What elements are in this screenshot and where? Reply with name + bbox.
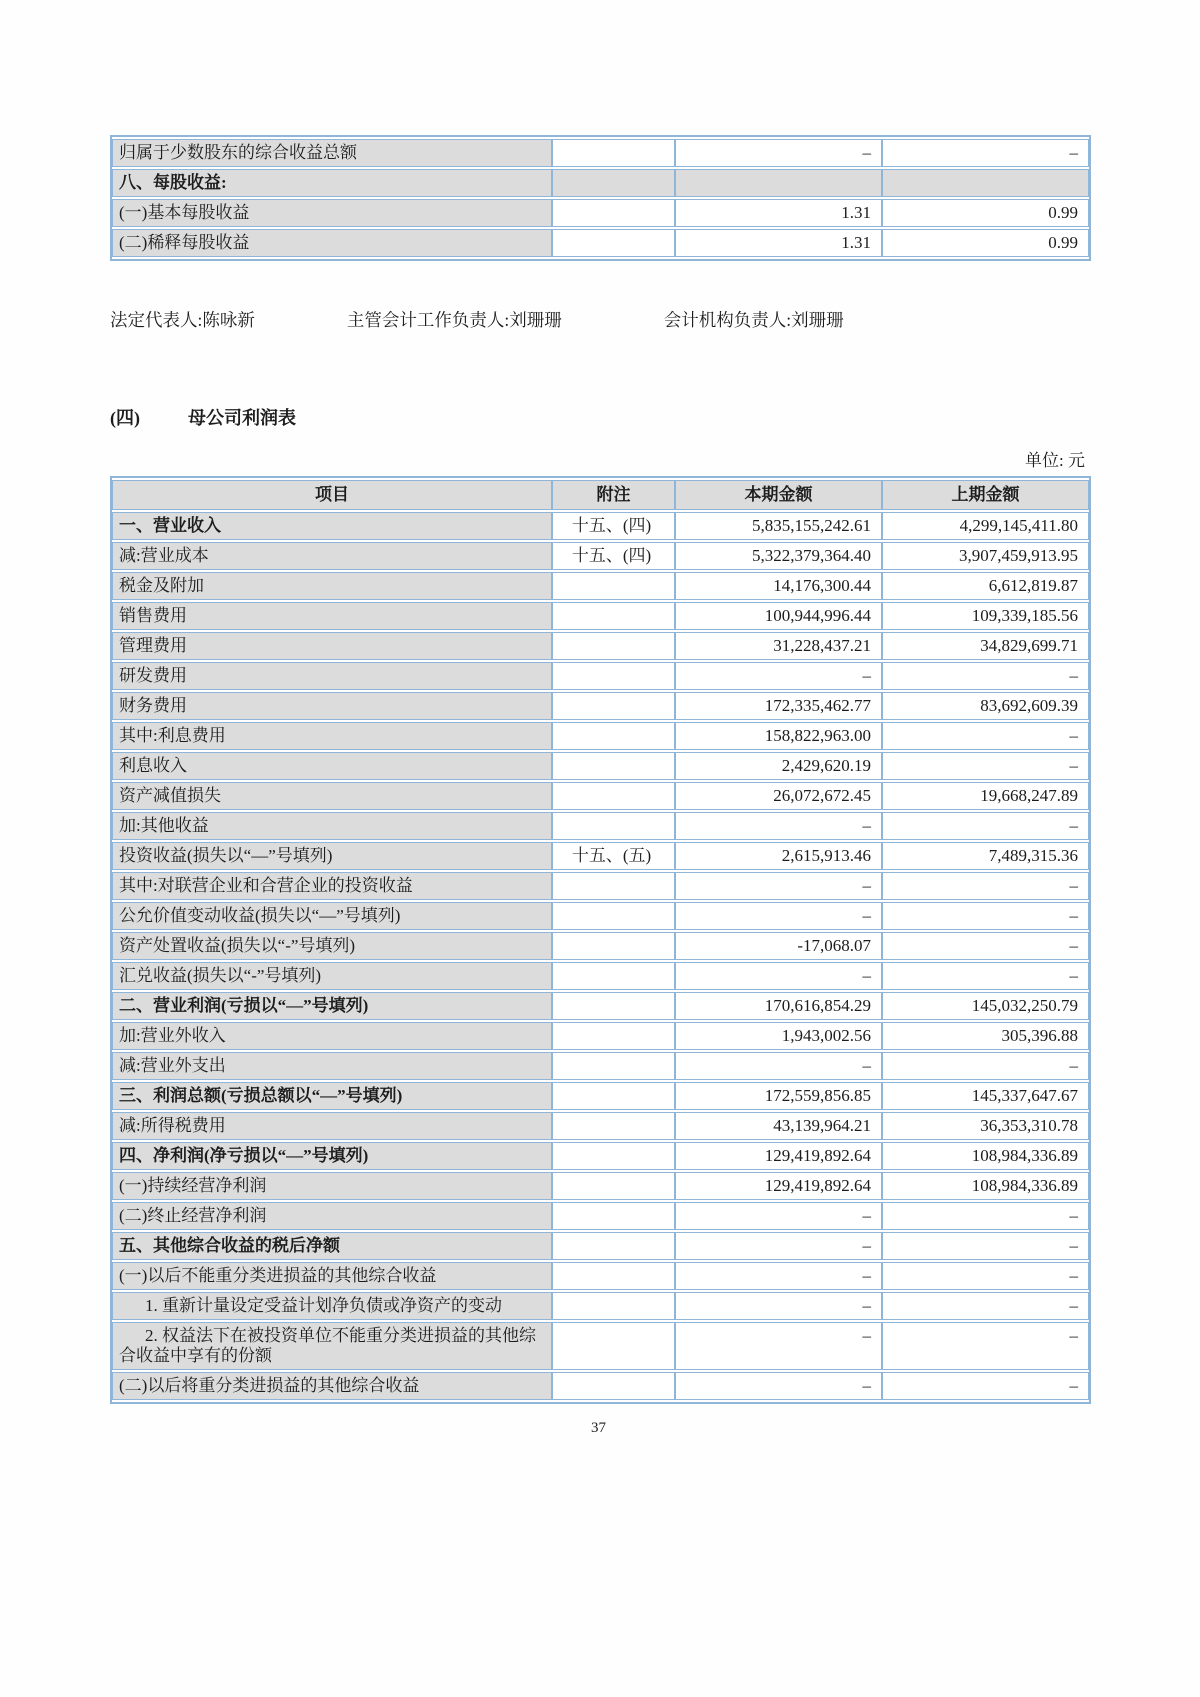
item-cell: 减:营业外支出	[112, 1052, 552, 1080]
previous-amount-cell: –	[882, 1292, 1089, 1320]
previous-amount-cell: 7,489,315.36	[882, 842, 1089, 870]
table-row	[112, 542, 1089, 570]
table-row	[112, 1292, 1089, 1320]
table-row	[112, 229, 1089, 257]
item-cell: 二、营业利润(亏损以“—”号填列)	[112, 992, 552, 1020]
table-row	[112, 169, 1089, 197]
current-amount-cell: 2,615,913.46	[675, 842, 882, 870]
item-cell: 1. 重新计量设定受益计划净负债或净资产的变动	[112, 1292, 552, 1320]
signature-line	[110, 307, 1087, 332]
note-cell	[552, 1112, 675, 1140]
note-cell	[552, 572, 675, 600]
item-cell: (二)以后将重分类进损益的其他综合收益	[112, 1372, 552, 1400]
table-row	[112, 512, 1089, 540]
header-current-amount: 本期金额	[675, 480, 882, 510]
item-cell: 财务费用	[112, 692, 552, 720]
note-cell	[552, 812, 675, 840]
current-amount-cell: –	[675, 1322, 882, 1370]
chief-accounting-officer-signature: 主管会计工作负责人:刘珊珊	[346, 310, 562, 330]
previous-amount-cell: 19,668,247.89	[882, 782, 1089, 810]
item-cell: (一)基本每股收益	[112, 199, 552, 227]
current-amount-cell: 5,322,379,364.40	[675, 542, 882, 570]
current-amount-cell: 26,072,672.45	[675, 782, 882, 810]
note-cell	[552, 602, 675, 630]
current-amount-cell: 1,943,002.56	[675, 1022, 882, 1050]
note-cell	[552, 1322, 675, 1370]
previous-amount-cell: –	[882, 1232, 1089, 1260]
note-cell: 十五、(四)	[552, 512, 675, 540]
previous-amount-cell: 305,396.88	[882, 1022, 1089, 1050]
previous-amount-cell: –	[882, 932, 1089, 960]
note-cell	[552, 932, 675, 960]
current-amount-cell: 129,419,892.64	[675, 1172, 882, 1200]
table-row	[112, 662, 1089, 690]
page-number: 37	[591, 1420, 606, 1436]
item-cell: 公允价值变动收益(损失以“—”号填列)	[112, 902, 552, 930]
item-cell: 销售费用	[112, 602, 552, 630]
item-cell: 投资收益(损失以“—”号填列)	[112, 842, 552, 870]
item-cell: (二)终止经营净利润	[112, 1202, 552, 1230]
current-amount-cell: –	[675, 962, 882, 990]
table-row	[112, 782, 1089, 810]
note-cell	[552, 169, 675, 197]
note-cell: 十五、(四)	[552, 542, 675, 570]
note-cell	[552, 992, 675, 1020]
table-row	[112, 1322, 1089, 1370]
note-cell	[552, 782, 675, 810]
previous-amount-cell: 108,984,336.89	[882, 1172, 1089, 1200]
previous-amount-cell: –	[882, 812, 1089, 840]
table-row	[112, 812, 1089, 840]
table-row	[112, 1172, 1089, 1200]
item-cell: 加:营业外收入	[112, 1022, 552, 1050]
note-cell	[552, 722, 675, 750]
table-row	[112, 752, 1089, 780]
table-row	[112, 632, 1089, 660]
previous-amount-cell	[882, 169, 1089, 197]
item-cell: (一)以后不能重分类进损益的其他综合收益	[112, 1262, 552, 1290]
previous-amount-cell: 0.99	[882, 199, 1089, 227]
item-cell: 2. 权益法下在被投资单位不能重分类进损益的其他综合收益中享有的份额	[112, 1322, 552, 1370]
table-row	[112, 1112, 1089, 1140]
previous-amount-cell: –	[882, 139, 1089, 167]
item-cell: 管理费用	[112, 632, 552, 660]
item-cell: 四、净利润(净亏损以“—”号填列)	[112, 1142, 552, 1170]
note-cell	[552, 139, 675, 167]
note-cell	[552, 1082, 675, 1110]
previous-amount-cell: 109,339,185.56	[882, 602, 1089, 630]
note-cell	[552, 1232, 675, 1260]
item-cell: 利息收入	[112, 752, 552, 780]
previous-amount-cell: 145,337,647.67	[882, 1082, 1089, 1110]
table-row	[112, 1202, 1089, 1230]
previous-amount-cell: 36,353,310.78	[882, 1112, 1089, 1140]
table-row	[112, 139, 1089, 167]
table-row	[112, 932, 1089, 960]
note-cell	[552, 1172, 675, 1200]
note-cell	[552, 752, 675, 780]
item-cell: 归属于少数股东的综合收益总额	[112, 139, 552, 167]
current-amount-cell: -17,068.07	[675, 932, 882, 960]
table-row	[112, 572, 1089, 600]
note-cell	[552, 1052, 675, 1080]
note-cell	[552, 962, 675, 990]
table-row	[112, 962, 1089, 990]
table-row	[112, 602, 1089, 630]
item-cell: (二)稀释每股收益	[112, 229, 552, 257]
item-cell: 减:营业成本	[112, 542, 552, 570]
item-cell: (一)持续经营净利润	[112, 1172, 552, 1200]
item-cell: 五、其他综合收益的税后净额	[112, 1232, 552, 1260]
table-row	[112, 992, 1089, 1020]
item-cell: 其中:利息费用	[112, 722, 552, 750]
current-amount-cell: 172,559,856.85	[675, 1082, 882, 1110]
current-amount-cell: –	[675, 1052, 882, 1080]
note-cell	[552, 1202, 675, 1230]
unit-label: 单位: 元	[1025, 451, 1085, 470]
current-amount-cell: 2,429,620.19	[675, 752, 882, 780]
table-row	[112, 692, 1089, 720]
previous-amount-cell: –	[882, 1202, 1089, 1230]
header-item: 项目	[112, 480, 552, 510]
current-amount-cell: 158,822,963.00	[675, 722, 882, 750]
current-amount-cell: 170,616,854.29	[675, 992, 882, 1020]
section-title: 母公司利润表	[188, 408, 296, 428]
previous-amount-cell: –	[882, 1052, 1089, 1080]
table-row	[112, 1232, 1089, 1260]
table-row	[112, 199, 1089, 227]
note-cell	[552, 692, 675, 720]
item-cell: 汇兑收益(损失以“-”号填列)	[112, 962, 552, 990]
item-cell: 其中:对联营企业和合营企业的投资收益	[112, 872, 552, 900]
legal-representative-signature: 法定代表人:陈咏新	[110, 310, 255, 330]
note-cell	[552, 1022, 675, 1050]
previous-amount-cell: 0.99	[882, 229, 1089, 257]
note-cell	[552, 199, 675, 227]
previous-amount-cell: 4,299,145,411.80	[882, 512, 1089, 540]
item-cell: 资产处置收益(损失以“-”号填列)	[112, 932, 552, 960]
header-previous-amount: 上期金额	[882, 480, 1089, 510]
page-content	[110, 135, 1087, 1437]
table-header-row	[112, 480, 1089, 510]
section-number: (四)	[110, 408, 140, 428]
table-row	[112, 1022, 1089, 1050]
previous-amount-cell: –	[882, 1262, 1089, 1290]
previous-amount-cell: –	[882, 1322, 1089, 1370]
current-amount-cell: –	[675, 1202, 882, 1230]
current-amount-cell: 100,944,996.44	[675, 602, 882, 630]
comprehensive-income-eps-table	[110, 135, 1091, 261]
current-amount-cell: –	[675, 1292, 882, 1320]
previous-amount-cell: 34,829,699.71	[882, 632, 1089, 660]
note-cell	[552, 1372, 675, 1400]
previous-amount-cell: 145,032,250.79	[882, 992, 1089, 1020]
current-amount-cell: 1.31	[675, 199, 882, 227]
note-cell	[552, 902, 675, 930]
table-row	[112, 1372, 1089, 1400]
previous-amount-cell: –	[882, 722, 1089, 750]
current-amount-cell: 172,335,462.77	[675, 692, 882, 720]
item-cell: 三、利润总额(亏损总额以“—”号填列)	[112, 1082, 552, 1110]
current-amount-cell: –	[675, 1372, 882, 1400]
previous-amount-cell: 6,612,819.87	[882, 572, 1089, 600]
previous-amount-cell: –	[882, 902, 1089, 930]
table-row	[112, 872, 1089, 900]
current-amount-cell: 5,835,155,242.61	[675, 512, 882, 540]
current-amount-cell: –	[675, 812, 882, 840]
table-row	[112, 1142, 1089, 1170]
previous-amount-cell: 108,984,336.89	[882, 1142, 1089, 1170]
current-amount-cell: 31,228,437.21	[675, 632, 882, 660]
current-amount-cell: –	[675, 662, 882, 690]
previous-amount-cell: –	[882, 662, 1089, 690]
item-cell: 减:所得税费用	[112, 1112, 552, 1140]
current-amount-cell: –	[675, 872, 882, 900]
note-cell	[552, 632, 675, 660]
current-amount-cell: 1.31	[675, 229, 882, 257]
item-cell: 一、营业收入	[112, 512, 552, 540]
note-cell	[552, 1292, 675, 1320]
head-of-accounting-department-signature: 会计机构负责人:刘珊珊	[663, 310, 844, 330]
previous-amount-cell: –	[882, 962, 1089, 990]
previous-amount-cell: –	[882, 1372, 1089, 1400]
item-cell: 加:其他收益	[112, 812, 552, 840]
note-cell	[552, 1262, 675, 1290]
note-cell: 十五、(五)	[552, 842, 675, 870]
current-amount-cell: –	[675, 1232, 882, 1260]
note-cell	[552, 872, 675, 900]
item-cell: 税金及附加	[112, 572, 552, 600]
section-heading	[110, 404, 1087, 430]
table-row	[112, 842, 1089, 870]
current-amount-cell: 129,419,892.64	[675, 1142, 882, 1170]
current-amount-cell	[675, 169, 882, 197]
note-cell	[552, 229, 675, 257]
current-amount-cell: 14,176,300.44	[675, 572, 882, 600]
previous-amount-cell: 3,907,459,913.95	[882, 542, 1089, 570]
note-cell	[552, 1142, 675, 1170]
previous-amount-cell: –	[882, 872, 1089, 900]
note-cell	[552, 662, 675, 690]
table-row	[112, 1262, 1089, 1290]
current-amount-cell: –	[675, 139, 882, 167]
table-row	[112, 902, 1089, 930]
previous-amount-cell: –	[882, 752, 1089, 780]
previous-amount-cell: 83,692,609.39	[882, 692, 1089, 720]
item-cell: 研发费用	[112, 662, 552, 690]
table-row	[112, 1052, 1089, 1080]
table-row	[112, 722, 1089, 750]
parent-company-income-statement-table	[110, 476, 1091, 1404]
item-cell: 资产减值损失	[112, 782, 552, 810]
current-amount-cell: –	[675, 902, 882, 930]
header-note: 附注	[552, 480, 675, 510]
item-cell: 八、每股收益:	[112, 169, 552, 197]
table-row	[112, 1082, 1089, 1110]
current-amount-cell: 43,139,964.21	[675, 1112, 882, 1140]
current-amount-cell: –	[675, 1262, 882, 1290]
